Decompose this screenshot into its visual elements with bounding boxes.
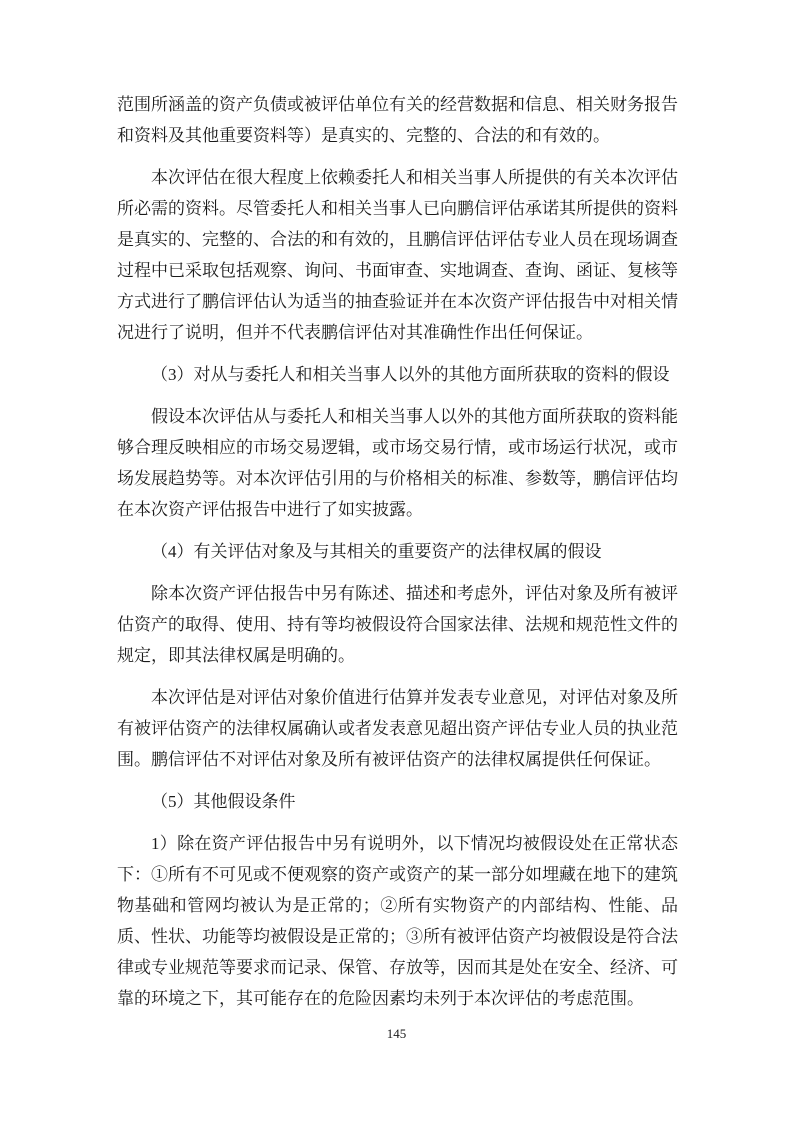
page-number: 145 (386, 1026, 407, 1041)
body-paragraph-legal-ownership: 除本次资产评估报告中另有陈述、描述和考虑外，评估对象及所有被评估资产的取得、使用、持有等均被假设符合国家法律、法规和规范性文件的规定，即其法律权属是明确的。 (117, 584, 678, 665)
paragraph-continuation: 范围所涵盖的资产负债或被评估单位有关的经营数据和信息、相关财务报告和资料及其他重要资料等）是真实的、完整的、合法的和有效的。 (117, 95, 678, 145)
body-paragraph-third-party-materials: 假设本次评估从与委托人和相关当事人以外的其他方面所获取的资料能够合理反映相应的市场交易逻辑，或市场交易行情，或市场运行状况，或市场发展趋势等。对本次评估引用的与价格相关的标准、参数等，鹏信评估均在本次资产评估报告中进行了如实披露。 (117, 407, 678, 519)
body-paragraph-professional-opinion-scope: 本次评估是对评估对象价值进行估算并发表专业意见，对评估对象及所有被评估资产的法律权属确认或者发表意见超出资产评估专业人员的执业范围。鹏信评估不对评估对象及所有被评估资产的法律权属提供任何保证。 (117, 688, 678, 769)
section-heading-5: （5）其他假设条件 (151, 792, 296, 811)
body-paragraph-reliance-on-materials: 本次评估在很大程度上依赖委托人和相关当事人所提供的有关本次评估所必需的资料。尽管委托人和相关当事人已向鹏信评估承诺其所提供的资料是真实的、完整的、合法的和有效的，且鹏信评估评估专业人员在现场调查过程中已采取包括观察、询问、书面审查、实地调查、查询、函证、复核等方式进行了鹏信评估认为适当的抽查验证并在本次资产评估报告中对相关情况进行了说明，但并不代表鹏信评估对其准确性作出任何保证。 (117, 168, 678, 342)
page-body-text (117, 89, 678, 1014)
section-heading-4: （4）有关评估对象及与其相关的重要资产的法律权属的假设 (151, 542, 602, 561)
section-heading-3: （3）对从与委托人和相关当事人以外的其他方面所获取的资料的假设 (151, 365, 670, 384)
body-paragraph-other-assumptions: 1）除在资产评估报告中另有说明外，以下情况均被假设处在正常状态下：①所有不可见或不便观察的资产或资产的某一部分如埋藏在地下的建筑物基础和管网均被认为是正常的；②所有实物资产的内部结构、性能、品质、性状、功能等均被假设是正常的；③所有被评估资产均被假设是符合法律或专业规范等要求而记录、保管、存放等，因而其是处在安全、经济、可靠的环境之下，其可能存在的危险因素均未列于本次评估的考虑范围。 (117, 834, 678, 1008)
